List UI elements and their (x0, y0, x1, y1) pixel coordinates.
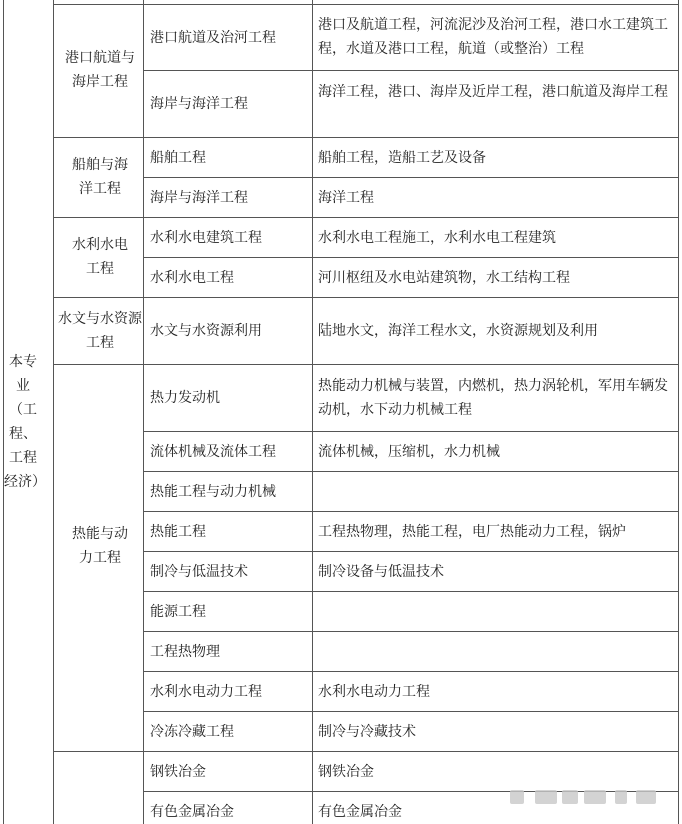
specialty-name: 冷冻冷藏工程 (150, 724, 234, 740)
row-divider (143, 671, 679, 672)
row-divider (143, 257, 679, 258)
related-specialty: 船舶工程，造船工艺及设备 (318, 150, 486, 166)
specialty-name: 海岸与海洋工程 (150, 96, 248, 112)
row-divider (143, 177, 679, 178)
related-specialty: 港口及航道工程，河流泥沙及治河工程，港口水工建筑工程，水道及港口工程，航道（或整治）工程 (318, 17, 668, 57)
specialty-name: 流体机械及流体工程 (150, 444, 276, 460)
major-cell: 港口航道与海岸工程 (65, 50, 135, 90)
specialty-name: 热能工程 (150, 524, 206, 540)
related-specialty: 钢铁冶金 (318, 764, 374, 780)
major-cell: 船舶与海洋工程 (72, 157, 128, 197)
row-divider (143, 551, 679, 552)
row-divider (143, 431, 679, 432)
specialty-name: 热力发动机 (150, 390, 220, 406)
row-divider (53, 137, 679, 138)
related-specialty: 工程热物理，热能工程，电厂热能动力工程，锅炉 (318, 524, 626, 540)
table-col-divider-1 (53, 0, 54, 824)
major-cell: 热能与动力工程 (72, 526, 128, 566)
specialty-name: 海岸与海洋工程 (150, 190, 248, 206)
related-specialty: 制冷设备与低温技术 (318, 564, 444, 580)
related-specialty: 水利水电动力工程 (318, 684, 430, 700)
related-specialty: 海洋工程，港口、海岸及近岸工程，港口航道及海岸工程 (318, 84, 668, 100)
related-specialty: 流体机械，压缩机，水力机械 (318, 444, 500, 460)
row-divider (143, 631, 679, 632)
row-divider (143, 591, 679, 592)
specialty-name: 工程热物理 (150, 644, 220, 660)
specialty-name: 有色金属冶金 (150, 804, 234, 820)
related-specialty: 制冷与冷藏技术 (318, 724, 416, 740)
row-divider (53, 297, 679, 298)
table-col-divider-3 (312, 0, 313, 824)
row-divider (143, 70, 679, 71)
related-specialty: 海洋工程 (318, 190, 374, 206)
specialty-name: 水利水电动力工程 (150, 684, 262, 700)
table-col-divider-2 (143, 0, 144, 824)
row-divider (53, 4, 679, 5)
specialty-name: 水利水电建筑工程 (150, 230, 262, 246)
related-specialty: 有色金属冶金 (318, 804, 402, 820)
related-specialty: 河川枢纽及水电站建筑物，水工结构工程 (318, 270, 570, 286)
specialty-name: 水利水电工程 (150, 270, 234, 286)
specialty-name: 钢铁冶金 (150, 764, 206, 780)
specialty-name: 能源工程 (150, 604, 206, 620)
specialty-name: 制冷与低温技术 (150, 564, 248, 580)
specialty-name: 港口航道及治河工程 (150, 30, 276, 46)
specialty-name: 热能工程与动力机械 (150, 484, 276, 500)
related-specialty: 热能动力机械与装置，内燃机，热力涡轮机，军用车辆发动机，水下动力机械工程 (318, 378, 668, 418)
row-divider (143, 711, 679, 712)
row-divider (53, 217, 679, 218)
related-specialty: 水利水电工程施工，水利水电工程建筑 (318, 230, 556, 246)
related-specialty: 陆地水文，海洋工程水文，水资源规划及利用 (318, 323, 598, 339)
row-divider (53, 364, 679, 365)
table-border-right (678, 0, 679, 824)
category-label: 本专业（工程、工程经济） (4, 354, 46, 490)
row-divider (143, 511, 679, 512)
major-cell: 水文与水资源工程 (58, 311, 142, 351)
specialty-name: 船舶工程 (150, 150, 206, 166)
row-divider (53, 751, 679, 752)
major-cell: 水利水电工程 (72, 237, 128, 277)
row-divider (143, 471, 679, 472)
specialty-name: 水文与水资源利用 (150, 323, 262, 339)
